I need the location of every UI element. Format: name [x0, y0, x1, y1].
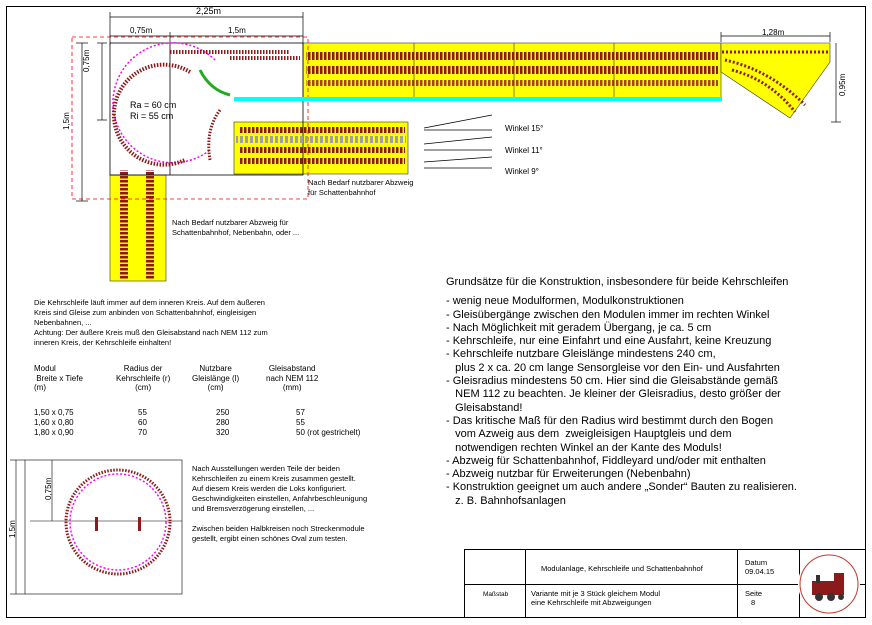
- principle-item: notwendigen rechten Winkel an der Kante des Moduls!: [446, 441, 722, 454]
- angle-lines: [424, 115, 492, 168]
- note-oval: Zwischen beiden Halbkreisen noch Streckenmodule gestellt, ergibt einen schönes Oval zum testen.: [192, 524, 365, 543]
- angled-module: [721, 43, 830, 118]
- principles-heading: Grundsätze für die Konstruktion, insbesondere für beide Kehrschleifen: [446, 276, 789, 288]
- principles-list: [446, 295, 797, 508]
- table-row-1-radius: 55: [138, 408, 147, 417]
- dim-center-width: 1,5m: [228, 26, 246, 35]
- angle-9: Winkel 9°: [505, 167, 539, 176]
- small-loop-drawing: [10, 460, 182, 594]
- principle-item: vom Azweig aus dem zweigleisigen Hauptgleis und dem: [446, 428, 732, 441]
- scale-label: Maßstab: [483, 591, 509, 598]
- principle-item: - Das kritische Maß für den Radius wird bestimmt durch den Bogen: [446, 414, 774, 427]
- dim-right-height: 0,95m: [838, 73, 847, 96]
- table-row-3-length: 320: [216, 428, 230, 437]
- locomotive-logo-icon: [798, 553, 860, 615]
- club-logo: [798, 553, 860, 615]
- table-header-spacing: Gleisabstand nach NEM 112 (mm): [266, 364, 319, 392]
- principle-item: - wenig neue Modulformen, Modulkonstruktionen: [446, 295, 684, 308]
- table-row-1-module: 1,50 x 0,75: [34, 408, 74, 417]
- table-row-2-length: 280: [216, 418, 230, 427]
- table-row-2-spacing: 55: [296, 418, 305, 427]
- dim-left-width: 0,75m: [130, 26, 153, 35]
- small-dim-height: 1,5m: [8, 520, 17, 538]
- variant-text: Variante mit je 3 Stück gleichem Modul eine Kehrschleife mit Abzweigungen: [531, 589, 661, 607]
- date-label: Datum: [745, 558, 768, 567]
- principle-item: - Gleisradius mindestens 50 cm. Hier sind die Gleisabstände gemäß: [446, 375, 778, 388]
- radius-inner: Ri = 55 cm: [130, 111, 174, 121]
- note-exhibition: Nach Ausstellungen werden Teile der beiden Kehrschleifen zu einem Kreis zusammen gestellt. Auf diesem Kreis werden die Loks konfiguriert. Geschwindigkeiten einstellen, Anfahrbeschleunigung und Bremsverzögerung einstellen, ...: [192, 464, 368, 513]
- small-dim-width: 0,75m: [44, 477, 53, 500]
- principle-item: plus 2 x ca. 20 cm lange Sensorgleise vor den Ein- und Ausfahrten: [446, 361, 780, 374]
- dim-right-width: 1,28m: [762, 28, 785, 37]
- construction-principles: [446, 276, 797, 508]
- angle-11: Winkel 11°: [505, 146, 543, 155]
- radius-outer: Ra = 60 cm: [130, 100, 177, 110]
- note-branch-multi: Nach Bedarf nutzbarer Abzweig für Schattenbahnhof, Nebenbahn, oder ...: [172, 218, 300, 237]
- principle-item: Gleisabstand!: [446, 401, 523, 414]
- table-row-3-radius: 70: [138, 428, 147, 437]
- table-header-length: Nutzbare Gleislänge (l) (cm): [192, 364, 240, 392]
- dim-left-height: 0,75m: [82, 49, 91, 72]
- table-header-module: Modul Breite x Tiefe (m): [34, 364, 83, 392]
- principle-item: NEM 112 zu beachten. Je kleiner der Gleisradius, desto größer der: [446, 388, 781, 401]
- principle-item: - Kehrschleife, nur eine Einfahrt und eine Ausfahrt, keine Kreuzung: [446, 335, 772, 348]
- table-row-2-radius: 60: [138, 418, 147, 427]
- principle-item: - Abzweig für Schattenbahnhof, Fiddleyard und/oder mit enthalten: [446, 454, 766, 467]
- date-value: 09.04.15: [745, 567, 775, 576]
- principle-item: - Konstruktion geeignet um auch andere „Sonder“ Bauten zu realisieren.: [446, 481, 797, 494]
- angle-15: Winkel 15°: [505, 124, 544, 133]
- table-row-3-spacing: 50 (rot gestrichelt): [296, 428, 361, 437]
- modules: [110, 43, 830, 281]
- drawing-title: Modulanlage, Kehrschleife und Schattenbahnhof: [541, 564, 703, 573]
- table-row-1-spacing: 57: [296, 408, 305, 417]
- principle-item: - Abzweig nutzbar für Erweiterungen (Nebenbahn): [446, 468, 691, 481]
- dim-total-width: 2,25m: [196, 6, 222, 16]
- note-loop-info: Die Kehrschleife läuft immer auf dem inneren Kreis. Auf dem äußeren Kreis sind Gleise zum anbinden von Schattenbahnhof, eingleisigen Nebenbahnen, ... Achtung: Der äußere Kreis muß den Gleisabstand nach NEM 112 zum inneren Kreis, der Kehrschleife einhalten!: [34, 298, 268, 347]
- table-header-radius: Radius der Kehrschleife (r) (cm): [116, 364, 171, 392]
- table-row-1-length: 250: [216, 408, 230, 417]
- dim-side-height: 1,5m: [62, 112, 71, 130]
- table-row-3-module: 1,80 x 0,90: [34, 428, 74, 437]
- principle-item: z. B. Bahnhofsanlagen: [446, 494, 566, 507]
- dimension-lines: [76, 12, 841, 201]
- cyan-edge: [234, 97, 722, 101]
- page-number: 8: [751, 598, 756, 607]
- branch-module: [110, 175, 166, 281]
- principle-item: - Kehrschleife nutzbare Gleislänge mindestens 240 cm,: [446, 348, 716, 361]
- page-label: Seite: [745, 589, 763, 598]
- principle-item: - Nach Möglichkeit mit geradem Übergang, je ca. 5 cm: [446, 321, 712, 334]
- table-row-2-module: 1,60 x 0,80: [34, 418, 74, 427]
- principle-item: - Gleisübergänge zwischen den Modulen immer im rechten Winkel: [446, 308, 770, 321]
- note-branch-shadow: Nach Bedarf nutzbarer Abzweig für Schattenbahnhof: [308, 178, 414, 197]
